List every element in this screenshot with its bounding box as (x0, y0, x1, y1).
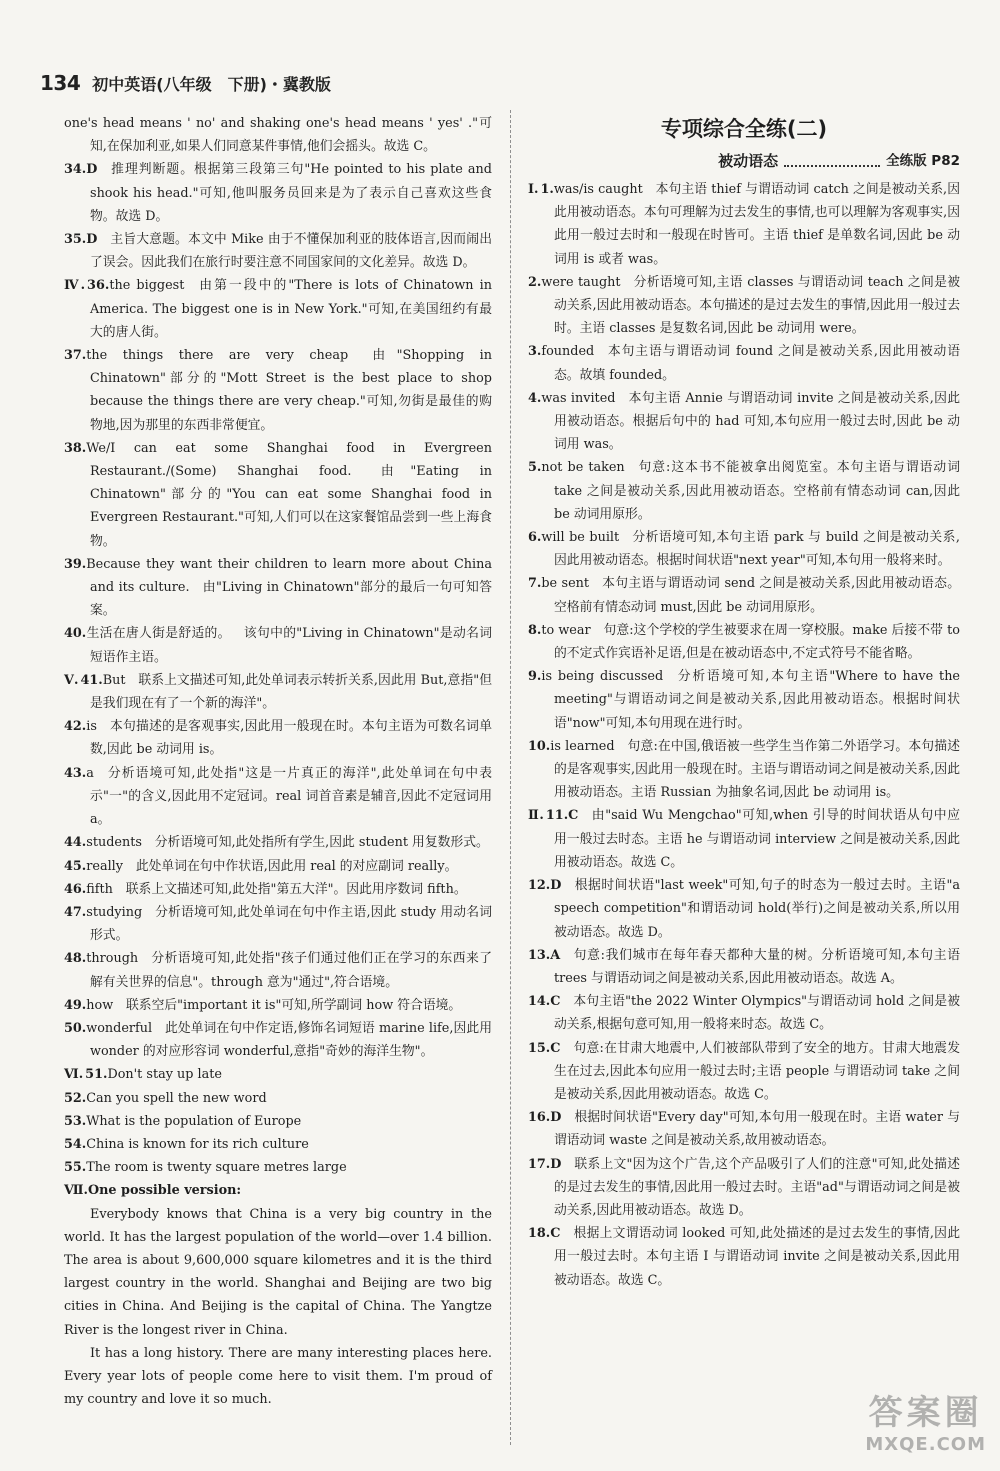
explanation-text: 联系上文描述可知,此处单词表示转折关系,因此用 But,意指"但是我们现在有了一个新的海洋"。 (90, 672, 492, 712)
question-number: 9. (528, 669, 542, 685)
answer-text: Don't stay up late (107, 1067, 222, 1083)
answer-text: The room is twenty square metres large (86, 1160, 347, 1176)
explanation-text: 根据上文谓语动词 looked 可知,此处描述的是过去发生的事情,因此用一般过去时。本句主语 I 与谓语动词 invite 之间是被动关系,因此用被动语态。故选 C。 (554, 1226, 960, 1288)
essay-heading-text: One possible version: (87, 1183, 242, 1199)
book-title: 初中英语(八年级 下册)・冀教版 (92, 74, 331, 94)
answer-item (528, 665, 960, 735)
explanation-text: 分析语境可知,此处指"孩子们通过他们正在学习的东西来了解有关世界的信息"。through 意为"通过",符合语境。 (90, 951, 492, 990)
explanation-text: 句意:在甘肃大地震中,人们被部队带到了安全的地方。甘肃大地震发生在过去,因此本句应用一般过去时;主语 people 与谓语动词 take 之间是被动关系,因此用被动语态。故选 C。 (554, 1040, 960, 1102)
question-number: 37. (64, 348, 87, 364)
question-number: 34.D (64, 162, 98, 178)
answer-text: fifth (86, 881, 113, 897)
answer-text: a (86, 765, 94, 781)
answer-item (528, 990, 960, 1036)
answer-text: how (86, 997, 114, 1013)
question-number: 5. (528, 460, 542, 476)
answer-item (64, 1017, 492, 1063)
answer-item (64, 1156, 492, 1179)
answer-text: will be built (541, 530, 620, 546)
answer-item (64, 669, 492, 715)
answer-item (528, 387, 960, 457)
question-number: 54. (64, 1136, 87, 1152)
right-column (528, 112, 960, 1292)
answer-item (528, 804, 960, 874)
question-number: 1. (540, 182, 554, 197)
explanation-text: 联系空后"important it is"可知,所学副词 how 符合语境。 (125, 997, 462, 1013)
explanation-text: 由"Eating in Chinatown"部分的"You can eat some Shanghai food in Evergreen Restaurant."可知,人们可以在这家餐馆品尝到一些上海食物。 (90, 464, 492, 549)
answer-item (64, 901, 492, 947)
explanation-text: 主旨大意题。本文中 Mike 由于不懂保加利亚的肢体语言,因而闹出了误会。因此我们在旅行时要注意不同国家间的文化差异。故选 D。 (90, 232, 492, 271)
answer-item (64, 112, 492, 158)
right-items (528, 178, 960, 1292)
question-number: 7. (528, 576, 542, 592)
explanation-text: 分析语境可知,此处单词在句中作主语,因此 study 用动名词形式。 (90, 904, 492, 944)
question-number: 45. (64, 858, 87, 874)
answer-item (64, 1063, 492, 1086)
explanation-text: 此处单词在句中作定语,修饰名词短语 marine life,因此用 wonder 的对应形容词 wonderful,意指"奇妙的海洋生物"。 (90, 1020, 492, 1060)
explanation-text: 分析语境可知,本句主语 park 与 build 之间是被动关系,因此用被动语态。根据时间状语"next year"可知,本句用一般将来时。 (554, 530, 960, 569)
explanation-text: 由"Living in Chinatown"部分的最后一句可知答案。 (90, 580, 492, 619)
explanation-text: 该句中的"Living in Chinatown"是动名词短语作主语。 (90, 626, 492, 665)
question-number: 14.C (528, 994, 561, 1010)
explanation-text: 分析语境可知,此处指所有学生,因此 student 用复数形式。 (154, 835, 489, 851)
question-number: 50. (64, 1020, 87, 1036)
answer-text: really (86, 858, 124, 874)
subtitle-text: 被动语态 (718, 152, 779, 170)
answer-item (528, 944, 960, 990)
explanation-text: 本句主语 Annie 与谓语动词 invite 之间是被动关系,因此用被动语态。根据后句中的 had 可知,本句应用一般过去时,因此 be 动词用 was。 (554, 390, 961, 453)
answer-item (528, 572, 960, 618)
explanation-text: 句意:我们城市在每年春天都种大量的树。分析语境可知,本句主语 trees 与谓语动词之间是被动关系,因此用被动语态。故选 A。 (554, 947, 960, 986)
answer-item (528, 1153, 960, 1223)
question-number: 48. (64, 951, 87, 967)
answer-text: is being discussed (541, 669, 664, 685)
question-number: 41. (80, 672, 103, 688)
question-number: 55. (64, 1160, 87, 1176)
question-number: 16.D (528, 1110, 562, 1126)
answer-item (528, 1222, 960, 1292)
watermark-logo-text: 答案圈 (868, 1393, 983, 1433)
answer-text: through (86, 951, 139, 967)
section-numeral: Ⅱ. (528, 808, 544, 824)
explanation-text: 句意:这本书不能被拿出阅览室。本句主语与谓语动词 take 之间是被动关系,因此用被动语态。空格前有情态动词 can,因此 be 动词用原形。 (554, 460, 960, 522)
explanation-text: 根据时间状语"Every day"可知,本句用一般现在时。主语 water 与谓语动词 waste 之间是被动关系,故用被动语态。 (554, 1110, 960, 1149)
question-number: 17.D (528, 1156, 562, 1172)
answer-text: were taught (541, 274, 621, 290)
answer-text: What is the population of Europe (86, 1113, 302, 1129)
answer-item (64, 228, 492, 274)
question-number: 47. (64, 904, 87, 920)
answer-item (528, 340, 960, 386)
question-number: 35.D (64, 232, 98, 248)
question-number: 6. (528, 530, 542, 546)
answer-text: is (86, 719, 97, 735)
question-number: 11.C (545, 808, 579, 824)
answer-item (64, 1087, 492, 1110)
answer-text: 生活在唐人街是舒适的。 (86, 626, 231, 642)
explanation-text: 分析语境可知,本句主语"Where to have the meeting"与谓语动词之间是被动关系,因此用被动语态。根据时间状语"now"可知,本句用现在进行时。 (554, 669, 961, 731)
explanation-text: 本句描述的是客观事实,因此用一般现在时。本句主语为可数名词单数,因此 be 动词用 is。 (90, 719, 492, 758)
explanation-text: 根据时间状语"last week"可知,句子的时态为一般过去时。主语"a speech competition"和谓语动词 hold(举行)之间是被动关系,所以用被动语态。故选 D。 (554, 878, 960, 940)
answer-text: was/is caught (553, 182, 643, 197)
explanation-text: 由第一段中的"There is lots of Chinatown in America. The biggest one is in New York."可知,在美国纽约有最大的唐人街。 (90, 278, 492, 340)
answer-text: be sent (541, 576, 590, 592)
explanation-text: 句意:在中国,俄语被一些学生当作第二外语学习。本句描述的是客观事实,因此用一般现在时。主语与谓语动词之间是被动关系,因此用被动语态。主语 Russian 为抽象名词,因此 be 动词用 is。 (554, 738, 960, 801)
explanation-text: 此处单词在句中作状语,因此用 real 的对应副词 really。 (135, 858, 458, 874)
watermark (865, 1385, 986, 1455)
question-number: 52. (64, 1090, 87, 1106)
answer-item (528, 456, 960, 526)
question-number: 40. (64, 626, 87, 642)
question-number: 8. (528, 622, 542, 638)
question-number: 49. (64, 997, 87, 1013)
answer-item (64, 855, 492, 878)
answer-text: the things there are very cheap (86, 348, 349, 364)
answer-text: not be taken (541, 460, 625, 476)
explanation-text: 联系上文描述可知,此处指"第五大洋"。因此用序数词 fifth。 (125, 881, 467, 897)
answer-item (528, 526, 960, 572)
answer-item (64, 831, 492, 854)
question-number: 18.C (528, 1226, 561, 1242)
question-number: 12.D (528, 878, 562, 894)
answer-item (64, 762, 492, 832)
essay-heading (64, 1179, 492, 1202)
answer-item (528, 178, 960, 271)
question-number: 44. (64, 835, 87, 851)
answer-item (528, 619, 960, 665)
answer-text: China is known for its rich culture (86, 1136, 309, 1152)
explanation-text: 分析语境可知,主语 classes 与谓语动词 teach 之间是被动关系,因此用被动语态。本句描述的是过去发生的事情,因此用一般过去时。主语 classes 是复数名词,因此 be 动词用 were。 (554, 274, 960, 337)
answer-item (64, 947, 492, 993)
answer-text: studying (86, 904, 143, 920)
answer-item (64, 344, 492, 437)
explanation-text: 本句主语 thief 与谓语动词 catch 之间是被动关系,因此用被动语态。本句可理解为过去发生的事情,也可以理解为客观事实,因此用一般过去时和一般现在时皆可。主语 thief 是单数名词,因此 be 动词用 is 或者 was。 (554, 182, 960, 267)
answer-text: the biggest (109, 278, 185, 294)
answer-item (64, 878, 492, 901)
question-number: 39. (64, 556, 87, 572)
answer-text: We/I can eat some Shanghai food in Evergreen Restaurant./(Some) Shanghai food. (86, 440, 492, 480)
answer-item (528, 1037, 960, 1107)
section-numeral: Ⅰ. (528, 182, 539, 197)
explanation-text: 本句主语"the 2022 Winter Olympics"与谓语动词 hold 之间是被动关系,根据句意可知,用一般将来时态。故选 C。 (554, 994, 960, 1033)
answer-item (64, 437, 492, 553)
page-reference: 全练版 P82 (886, 153, 960, 169)
section-title: 专项综合全练(二) (660, 117, 828, 141)
answer-text: founded (541, 344, 595, 360)
explanation-text: 推理判断题。根据第三段第三句"He pointed to his plate and shook his head."可知,他叫服务员回来是为了表示自己喜欢这些食物。故选 D。 (90, 162, 492, 224)
answer-item (528, 735, 960, 805)
explanation-text: 本句主语与谓语动词 send 之间是被动关系,因此用被动语态。空格前有情态动词 must,因此 be 动词用原形。 (554, 576, 961, 615)
section-numeral: Ⅵ. (64, 1067, 84, 1083)
answer-item (64, 622, 492, 668)
answer-text: is learned (550, 738, 615, 754)
section-numeral: Ⅴ. (64, 672, 79, 688)
explanation-text: 本句主语与谓语动词 found 之间是被动关系,因此用被动语态。故填 founded。 (554, 344, 960, 383)
answer-text: wonderful (86, 1020, 153, 1036)
question-number: 13.A (528, 947, 561, 963)
answer-item (64, 274, 492, 344)
answer-item (64, 553, 492, 623)
question-number: 53. (64, 1113, 87, 1129)
left-column (64, 112, 492, 1411)
column-divider (510, 110, 511, 1445)
answer-text: was invited (541, 390, 616, 406)
answer-item (64, 158, 492, 228)
section-numeral: Ⅶ. (64, 1183, 88, 1199)
page-number: 134 (40, 71, 81, 95)
answer-item (64, 715, 492, 761)
answer-text: students (86, 835, 142, 851)
essay-paragraph: It has a long history. There are many interesting places here. Every year lots of people come here to visit them. I'm proud of my country and love it so much. (64, 1345, 492, 1408)
answer-item (528, 1106, 960, 1152)
answer-text: Because they want their children to learn more about China and its culture. (86, 556, 492, 596)
question-number: 10. (528, 738, 551, 754)
answer-text: Can you spell the new word (86, 1090, 267, 1106)
explanation-text: one's head means ' no' and shaking one's head means ' yes' ."可知,在保加利亚,如果人们同意某件事情,他们会摇头。故选 C。 (64, 116, 492, 155)
answer-item (528, 874, 960, 944)
question-number: 3. (528, 344, 542, 360)
question-number: 51. (85, 1067, 108, 1083)
watermark-url: MXQE.COM (865, 1434, 986, 1455)
answer-item (64, 994, 492, 1017)
explanation-text: 分析语境可知,此处指"这是一片真正的海洋",此处单词在句中表示"一"的含义,因此用不定冠词。real 词首音素是辅音,因此不定冠词用 a。 (90, 765, 492, 828)
question-number: 46. (64, 881, 87, 897)
explanation-text: 联系上文"因为这个广告,这个产品吸引了人们的注意"可知,此处描述的是过去发生的事情,因此用一般过去时。主语"ad"与谓语动词之间是被动关系,因此用被动语态。故选 D。 (554, 1156, 960, 1218)
page-header (40, 68, 331, 98)
essay-paragraph: Everybody knows that China is a very big country in the world. It has the largest population of the world—over 1.4 billion. The area is about 9,600,000 square kilometres and it is the third largest country in the world. Shanghai and Beijing are two big cities in China. And Beijing is the capital of China. The Yangtze River is the longest river in China. (64, 1206, 492, 1338)
answer-item (528, 271, 960, 341)
explanation-text: 由"said Wu Mengchao"可知,when 引导的时间状语从句中应用一般过去时态。主语 he 与谓语动词 interview 之间是被动关系,因此用被动语态。故选 C。 (554, 808, 961, 870)
section-subtitle (528, 148, 960, 174)
question-number: 2. (528, 274, 542, 290)
explanation-text: 句意:这个学校的学生被要求在周一穿校服。make 后接不带 to 的不定式作宾语补足语,但是在被动语态中,不定式符号不能省略。 (554, 622, 960, 662)
explanation-text: 由"Shopping in Chinatown"部分的"Mott Street is the best place to shop because the things there are very cheap."可知,勿街是最佳的购物地,因为那里的东西非常便宜。 (90, 348, 492, 433)
leader-dots (784, 155, 880, 167)
question-number: 43. (64, 765, 87, 781)
answer-item (64, 1133, 492, 1156)
question-number: 36. (87, 278, 110, 294)
answer-text: But (102, 672, 126, 688)
question-number: 15.C (528, 1040, 561, 1056)
answer-item (64, 1110, 492, 1133)
question-number: 42. (64, 719, 87, 735)
answer-text: to wear (541, 622, 591, 638)
question-number: 4. (528, 390, 542, 406)
section-numeral: Ⅳ. (64, 278, 86, 294)
question-number: 38. (64, 440, 87, 456)
